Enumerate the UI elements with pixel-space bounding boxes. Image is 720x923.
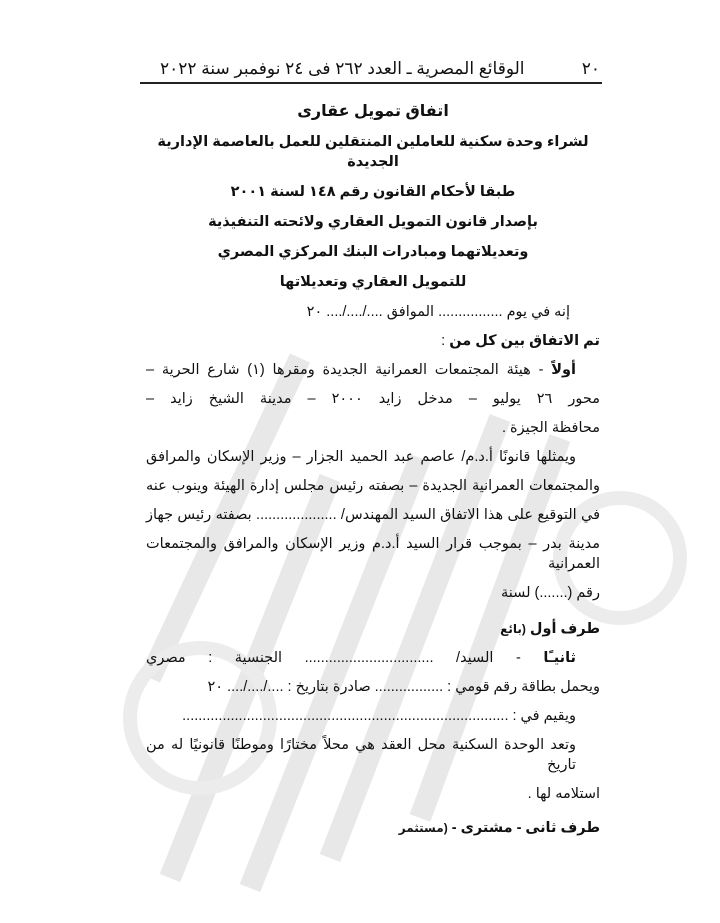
representative-line: رقم (.......) لسنة [500,585,600,601]
date-line: إنه في يوم ................ الموافق ..../..../.... ٢٠ [306,304,570,320]
second-party-line [146,648,600,668]
first-party-line [146,360,600,380]
first-party-line: محور ٢٦ يوليو – مدخل زايد ٢٠٠٠ – مدينة الشيخ زايد – [146,391,600,407]
subtitle: للتمويل العقاري وتعديلاتها [279,274,467,290]
first-line-text: - هيئة المجتمعات العمرانية الجديدة ومقرها (١) شارع الحرية – [146,362,552,378]
first-role-paren: (بائع [500,622,526,636]
first-party-role [146,619,600,639]
subtitle: وتعديلاتهما ومبادرات البنك المركزي المصري [217,244,529,260]
parties-heading [146,331,600,351]
second-party-line: استلامه لها . [527,786,600,802]
first-label: أولاً [551,362,576,378]
representative-line: والمجتمعات العمرانية الجديدة – بصفته رئيس مجلس إدارة الهيئة وينوب عنه [146,478,600,494]
parties-colon: : [441,333,450,349]
first-party-line: محافظة الجيزة . [501,420,600,436]
second-role-text: طرف ثانى - مشترى - [447,820,600,836]
page-number: ٢٠ [581,59,600,78]
subtitle: لشراء وحدة سكنية للعاملين المنتقلين للعمل بالعاصمة الإدارية الجديدة [157,134,589,170]
second-role-paren: (مستثمر [398,821,448,835]
second-party-role [146,818,600,838]
first-role-text: طرف أول [525,621,600,637]
second-label: ثانيـًا [543,650,576,666]
second-party-line: ويحمل بطاقة رقم قومي : ................. صادرة بتاريخ : ..../..../.... ٢٠ [207,679,600,695]
subtitle: بإصدار قانون التمويل العقاري ولائحته التنفيذية [208,214,538,230]
second-line-text: - السيد/ ................................ الجنسية : مصري [146,650,544,666]
representative-line: في التوقيع على هذا الاتفاق السيد المهندس/ .................... بصفته رئيس جهاز [146,507,600,523]
document-body [146,102,600,838]
gazette-issue: الوقائع المصرية ـ العدد ٢٦٢ فى ٢٤ نوفمبر سنة ٢٠٢٢ [160,59,525,78]
representative-line: مدينة بدر – بموجب قرار السيد أ.د.م وزير الإسكان والمرافق والمجتمعات العمرانية [146,536,600,572]
page-header [160,58,600,80]
representative-line: ويمثلها قانونًا أ.د.م/ عاصم عبد الحميد الجزار – وزير الإسكان والمرافق [146,449,576,465]
parties-heading-text: تم الاتفاق بين كل من [449,333,600,349]
header-rule [140,82,602,84]
subtitle: طبقا لأحكام القانون رقم ١٤٨ لسنة ٢٠٠١ [230,184,516,200]
second-party-line: ويقيم في : ................................................................................. [182,708,576,724]
second-party-line: وتعد الوحدة السكنية محل العقد هي محلاً مختارًا وموطنًا قانونيًا له من تاريخ [146,737,576,773]
document-title: اتفاق تمويل عقارى [297,103,449,120]
